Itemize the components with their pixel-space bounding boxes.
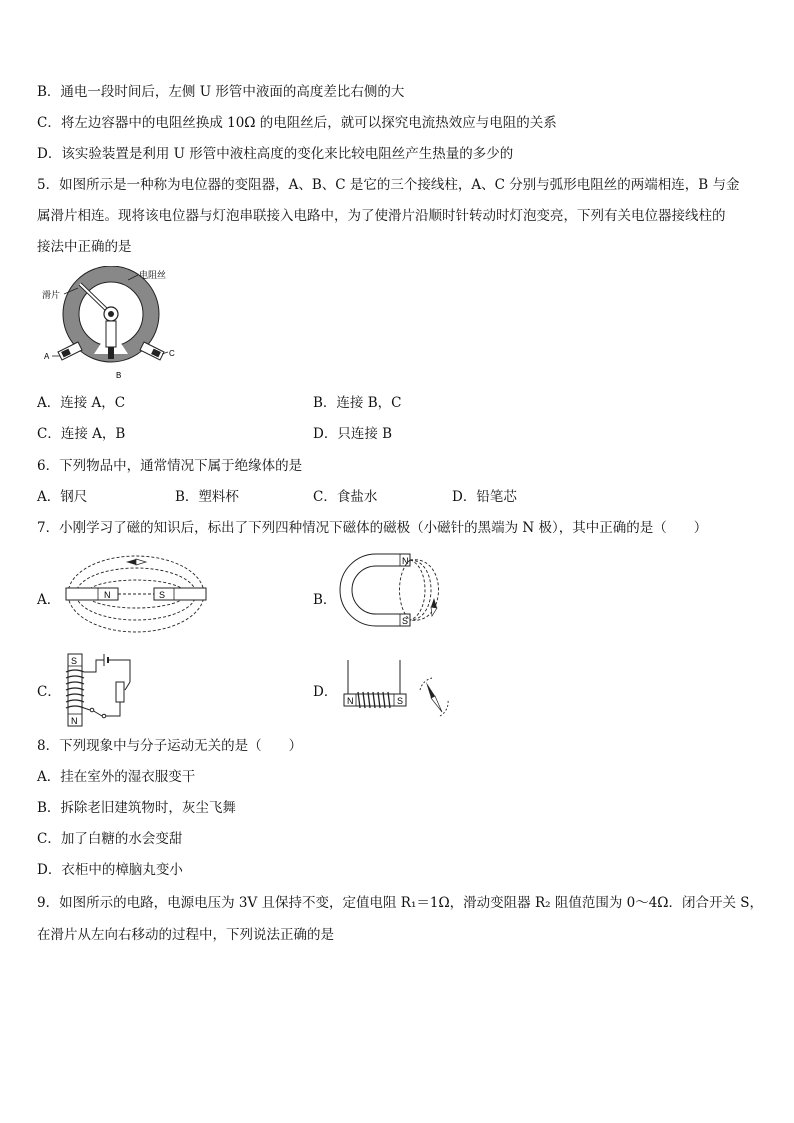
solenoid-pole-n: N [347, 696, 354, 706]
q5-option-b: B．连接 B，C [313, 395, 402, 411]
core-pole-n: N [71, 716, 78, 726]
potentiometer-figure [36, 266, 186, 384]
q4-option-b: B．通电一段时间后，左侧 U 形管中液面的高度差比右侧的大 [37, 84, 405, 100]
q7-option-a-label: A． [37, 592, 61, 608]
q5-option-c: C．连接 A，B [37, 426, 126, 442]
u-pole-s: S [402, 616, 409, 626]
q6-stem: 6．下列物品中，通常情况下属于绝缘体的是 [37, 458, 303, 474]
label-terminal-b: B [116, 371, 122, 380]
label-terminal-c: C [169, 349, 175, 358]
u-pole-n: N [402, 556, 409, 566]
q8-option-b: B．拆除老旧建筑物时，灰尘飞舞 [37, 800, 236, 816]
q8-option-a: A．挂在室外的湿衣服变干 [37, 769, 196, 785]
q9-stem-line-1: 9．如图所示的电路，电源电压为 3V 且保持不变，定值电阻 R₁＝1Ω，滑动变阻器 R₂ 阻值范围为 0～4Ω．闭合开关 S， [37, 895, 764, 911]
solenoid-pole-s: S [397, 696, 404, 706]
magnet-pole-n: N [104, 590, 111, 600]
q4-option-d: D．该实验装置是利用 U 形管中液柱高度的变化来比较电阻丝产生热量的多少的 [37, 146, 514, 162]
q6-option-a: A．钢尺 [37, 489, 88, 505]
solenoid-figure [338, 656, 456, 718]
compass-needle [126, 559, 136, 565]
q9-stem-line-2: 在滑片从左向右移动的过程中，下列说法正确的是 [37, 927, 334, 943]
q8-option-c: C．加了白糖的水会变甜 [37, 831, 183, 847]
q4-option-c: C．将左边容器中的电阻丝换成 10Ω 的电阻丝后，就可以探究电流热效应与电阻的关系 [37, 115, 557, 131]
q6-option-d: D．铅笔芯 [452, 489, 517, 505]
core-pole-s: S [71, 656, 78, 666]
q8-option-d: D．衣柜中的樟脑丸变小 [37, 862, 183, 878]
q5-stem-line-2: 属滑片相连。现将该电位器与灯泡串联接入电路中，为了使滑片沿顺时针转动时灯泡变亮，下列有关电位器接线柱的 [37, 208, 726, 224]
q7-option-b-label: B． [313, 592, 337, 608]
label-resistor-wire: 电阻丝 [139, 270, 167, 280]
q7-option-c-label: C． [37, 684, 61, 700]
magnet-pole-s: S [159, 590, 166, 600]
label-terminal-a: A [44, 352, 50, 361]
compass-needle [426, 682, 435, 698]
q5-option-d: D．只连接 B [313, 426, 393, 442]
u-magnet-figure [338, 546, 450, 640]
q5-option-a: A．连接 A，C [37, 395, 126, 411]
q6-option-b: B．塑料杯 [175, 489, 239, 505]
q6-option-c: C．食盐水 [313, 489, 378, 505]
bar-magnets-figure [62, 548, 210, 644]
q7-option-d-label: D． [313, 684, 338, 700]
q8-stem: 8．下列现象中与分子运动无关的是（ ） [37, 738, 303, 754]
q5-stem-line-1: 5．如图所示是一种称为电位器的变阻器，A、B、C 是它的三个接线柱，A、C 分别与弧形电阻丝的两端相连，B 与金 [37, 177, 740, 193]
q5-stem-line-3: 接法中正确的是 [37, 239, 132, 255]
q7-stem: 7．小刚学习了磁的知识后，标出了下列四种情况下磁体的磁极（小磁针的黑端为 N 极），其中正确的是（ ） [37, 520, 708, 536]
label-slider: 滑片 [42, 290, 61, 300]
electromagnet-circuit-figure [62, 652, 142, 732]
